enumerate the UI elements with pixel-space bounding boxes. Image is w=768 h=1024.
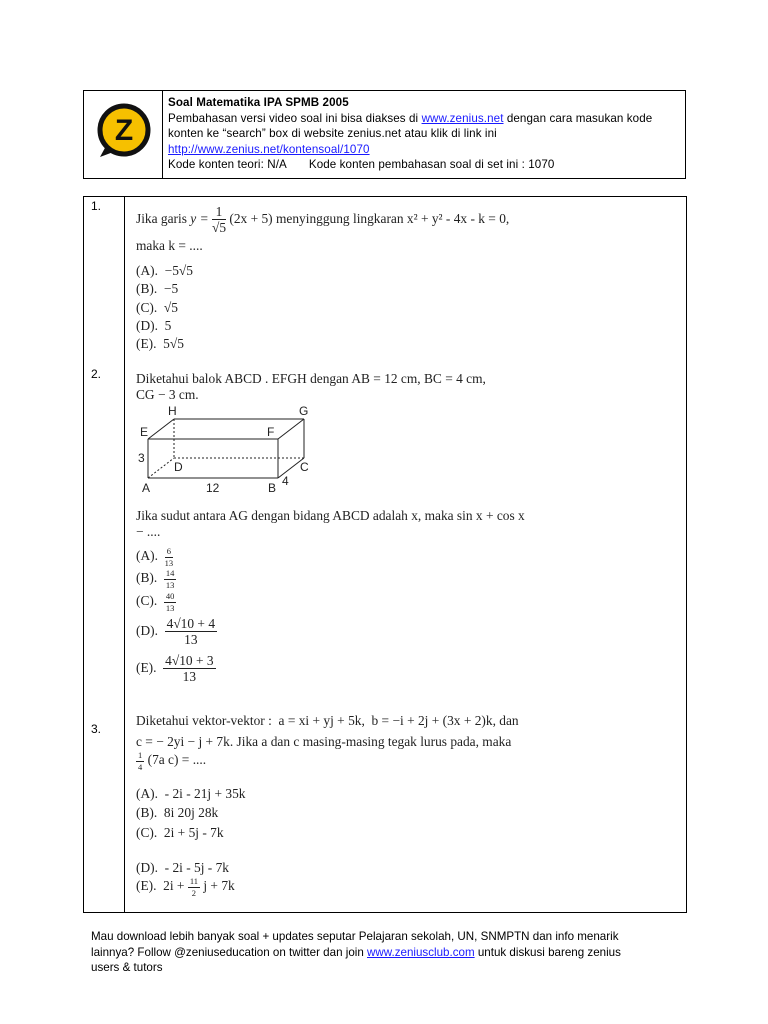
q2-number: 2.	[91, 367, 102, 381]
q2-option-c[interactable]: (C). $\frac{40}{13}$	[136, 591, 175, 613]
label-G: G	[299, 405, 309, 418]
label-C: C	[300, 460, 309, 474]
doc-title: Soal Matematika IPA SPMB 2005	[168, 96, 349, 109]
cuboid-figure	[136, 405, 336, 497]
label-H: H	[168, 405, 177, 418]
label-depth: 4	[282, 474, 289, 488]
q3-option-c[interactable]: (C). 2i + 5j - 7k	[136, 825, 224, 840]
q1-stem: Jika garis y = $\frac{1}{√5}$ (2x + 5) menyinggung lingkaran x² + y² - 4x - k = 0,	[136, 204, 510, 236]
zenius-link[interactable]: www.zenius.net	[421, 111, 504, 125]
label-A: A	[142, 481, 151, 495]
header-line-3	[168, 142, 683, 158]
zenius-logo	[84, 91, 162, 178]
q3-stem-2: c = − 2yi − j + 7k. Jika a dan c masing-masing tegak lurus pada, maka	[136, 734, 512, 749]
zeniusclub-link[interactable]: www.zeniusclub.com	[367, 945, 475, 959]
question-3	[136, 707, 681, 907]
number-column	[84, 197, 125, 912]
label-D: D	[174, 460, 183, 474]
q2-option-e[interactable]: (E). $\frac{4√10 + 3}{13}$	[136, 653, 214, 685]
q2-option-a[interactable]: (A). $\frac{6}{13}$	[136, 546, 174, 568]
q3-fraction: $\frac{1}{4}$	[138, 750, 143, 772]
label-F: F	[267, 425, 275, 439]
logo-cell	[84, 91, 163, 178]
q2-option-b[interactable]: (B). $\frac{14}{13}$	[136, 568, 175, 590]
q2-ask: Jika sudut antara AG dengan bidang ABCD adalah x, maka sin x + cos x	[136, 508, 525, 523]
label-width: 12	[206, 481, 220, 495]
q2-option-d[interactable]: (D). $\frac{4√10 + 4}{13}$	[136, 616, 216, 648]
q3-ask: $\frac{1}{4}$ (7a c) = ....	[138, 750, 207, 772]
q1-option-b[interactable]: (B). −5	[136, 281, 179, 296]
q3-option-a[interactable]: (A). - 2i - 21j + 35k	[136, 786, 246, 801]
q1-option-a[interactable]: (A). −5√5	[136, 263, 193, 278]
footer-line-1: Mau download lebih banyak soal + updates seputar Pelajaran sekolah, UN, SNMPTN dan info menarik	[91, 930, 619, 943]
logo-letter: Z	[114, 114, 134, 147]
header-line-2: konten ke “search” box di website zenius.net atau klik di link ini	[168, 127, 497, 141]
question-1	[136, 197, 681, 357]
q3-number: 3.	[91, 722, 102, 736]
q1-fraction: $\frac{1}{√5}$	[211, 204, 227, 236]
q3-stem: Diketahui vektor-vektor : a = xi + yj + 5k, b = −i + 2j + (3x + 2)k, dan	[136, 713, 519, 728]
q1-number: 1.	[91, 199, 102, 213]
q2-ask-2: − ....	[136, 524, 161, 539]
footer	[91, 929, 691, 976]
q1-option-d[interactable]: (D). 5	[136, 318, 172, 333]
header-info	[168, 95, 683, 173]
footer-line-2: lainnya? Follow @zeniuseducation on twitter dan join www.zeniusclub.com untuk diskusi bareng zenius	[91, 945, 621, 959]
q1-option-e[interactable]: (E). 5√5	[136, 336, 184, 351]
header-box	[83, 90, 686, 179]
q2-stem-2: CG − 3 cm.	[136, 387, 199, 402]
q3-option-b[interactable]: (B). 8i 20j 28k	[136, 805, 219, 820]
label-E: E	[140, 425, 149, 439]
label-height: 3	[138, 451, 145, 465]
header-line-1: Pembahasan versi video soal ini bisa diakses di www.zenius.net dengan cara masukan kode	[168, 111, 653, 125]
question-2	[136, 367, 681, 697]
q3-option-e[interactable]: (E). 2i + $\frac{11}{2}$ j + 7k	[136, 876, 235, 898]
q3-option-d[interactable]: (D). - 2i - 5j - 7k	[136, 860, 229, 875]
question-box	[83, 196, 687, 913]
footer-line-3: users & tutors	[91, 961, 163, 975]
q1-ask: maka k = ....	[136, 238, 203, 253]
q1-option-c[interactable]: (C). √5	[136, 300, 178, 315]
label-B: B	[268, 481, 277, 495]
q2-stem: Diketahui balok ABCD . EFGH dengan AB = 12 cm, BC = 4 cm,	[136, 371, 486, 386]
header-line-4: Kode konten teori: N/A Kode konten pembahasan soal di set ini : 1070	[168, 158, 555, 172]
kontensoal-link[interactable]: http://www.zenius.net/kontensoal/1070	[168, 142, 370, 156]
